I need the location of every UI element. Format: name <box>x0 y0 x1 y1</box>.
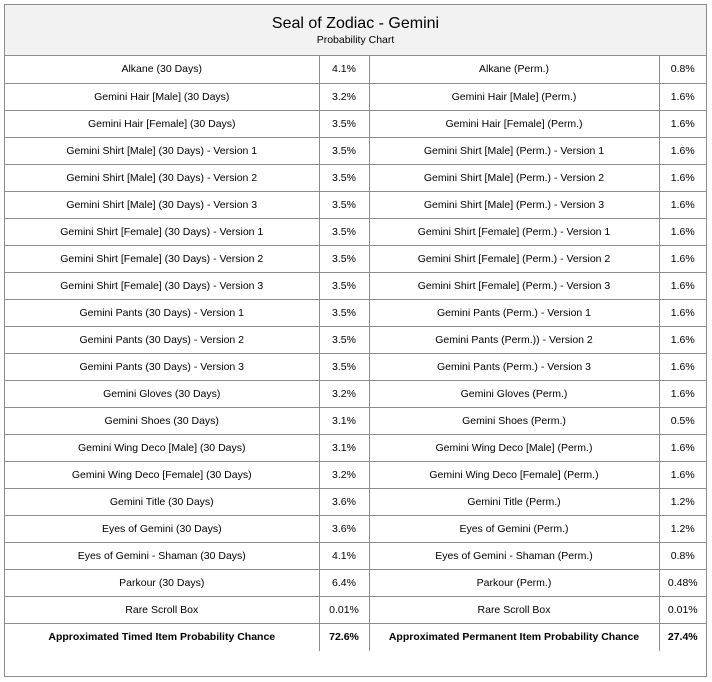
perm-item-chance: 1.6% <box>659 110 706 137</box>
perm-item-name: Eyes of Gemini - Shaman (Perm.) <box>369 542 659 569</box>
chart-title: Seal of Zodiac - Gemini <box>271 14 440 32</box>
timed-item-name: Gemini Pants (30 Days) - Version 3 <box>5 353 319 380</box>
table-row <box>5 110 706 137</box>
timed-item-chance: 4.1% <box>319 542 369 569</box>
timed-item-name: Gemini Shirt [Male] (30 Days) - Version 2 <box>5 164 319 191</box>
probability-sheet <box>4 4 707 677</box>
timed-item-chance: 3.5% <box>319 218 369 245</box>
table-row <box>5 353 706 380</box>
timed-item-name: Gemini Pants (30 Days) - Version 2 <box>5 326 319 353</box>
perm-item-name: Parkour (Perm.) <box>369 569 659 596</box>
timed-item-name: Alkane (30 Days) <box>5 56 319 83</box>
perm-item-chance: 1.2% <box>659 515 706 542</box>
timed-item-name: Gemini Shirt [Female] (30 Days) - Version 1 <box>5 218 319 245</box>
timed-item-chance: 3.5% <box>319 164 369 191</box>
perm-item-chance: 1.6% <box>659 299 706 326</box>
perm-item-chance: 1.6% <box>659 272 706 299</box>
perm-item-chance: 1.6% <box>659 191 706 218</box>
table-row <box>5 218 706 245</box>
perm-item-chance: 1.6% <box>659 461 706 488</box>
timed-item-chance: 3.5% <box>319 299 369 326</box>
table-row <box>5 191 706 218</box>
table-row <box>5 56 706 83</box>
timed-item-name: Gemini Shirt [Female] (30 Days) - Version 2 <box>5 245 319 272</box>
title-block <box>5 5 706 56</box>
timed-total-value: 72.6% <box>319 623 369 651</box>
timed-item-chance: 3.5% <box>319 191 369 218</box>
perm-item-chance: 1.2% <box>659 488 706 515</box>
perm-item-chance: 0.01% <box>659 596 706 623</box>
timed-item-chance: 3.6% <box>319 515 369 542</box>
perm-item-name: Gemini Hair [Male] (Perm.) <box>369 83 659 110</box>
perm-item-name: Gemini Shirt [Female] (Perm.) - Version 2 <box>369 245 659 272</box>
table-row <box>5 569 706 596</box>
probability-table <box>5 56 706 651</box>
perm-item-name: Eyes of Gemini (Perm.) <box>369 515 659 542</box>
timed-item-chance: 3.2% <box>319 83 369 110</box>
perm-item-name: Gemini Title (Perm.) <box>369 488 659 515</box>
perm-item-chance: 1.6% <box>659 326 706 353</box>
table-row <box>5 245 706 272</box>
perm-item-name: Gemini Shirt [Female] (Perm.) - Version 3 <box>369 272 659 299</box>
timed-item-chance: 3.5% <box>319 245 369 272</box>
perm-item-name: Gemini Wing Deco [Female] (Perm.) <box>369 461 659 488</box>
timed-item-chance: 3.1% <box>319 434 369 461</box>
perm-item-name: Gemini Pants (Perm.)) - Version 2 <box>369 326 659 353</box>
chart-subtitle: Probability Chart <box>316 33 395 46</box>
perm-item-name: Gemini Shirt [Male] (Perm.) - Version 1 <box>369 137 659 164</box>
timed-item-name: Gemini Hair [Male] (30 Days) <box>5 83 319 110</box>
perm-item-chance: 1.6% <box>659 380 706 407</box>
table-row <box>5 488 706 515</box>
timed-item-name: Gemini Title (30 Days) <box>5 488 319 515</box>
timed-item-chance: 0.01% <box>319 596 369 623</box>
timed-item-name: Gemini Shirt [Female] (30 Days) - Version 3 <box>5 272 319 299</box>
probability-table-body <box>5 56 706 651</box>
perm-item-chance: 0.8% <box>659 542 706 569</box>
timed-item-chance: 3.5% <box>319 272 369 299</box>
perm-item-name: Gemini Pants (Perm.) - Version 3 <box>369 353 659 380</box>
timed-item-chance: 3.6% <box>319 488 369 515</box>
timed-item-name: Gemini Shoes (30 Days) <box>5 407 319 434</box>
timed-item-chance: 4.1% <box>319 56 369 83</box>
table-row <box>5 137 706 164</box>
timed-item-name: Gemini Shirt [Male] (30 Days) - Version 1 <box>5 137 319 164</box>
perm-item-chance: 0.48% <box>659 569 706 596</box>
timed-item-chance: 3.2% <box>319 380 369 407</box>
table-row <box>5 380 706 407</box>
timed-item-chance: 3.2% <box>319 461 369 488</box>
timed-item-name: Eyes of Gemini (30 Days) <box>5 515 319 542</box>
timed-item-chance: 3.1% <box>319 407 369 434</box>
perm-item-name: Alkane (Perm.) <box>369 56 659 83</box>
perm-item-name: Rare Scroll Box <box>369 596 659 623</box>
table-row <box>5 461 706 488</box>
perm-item-name: Gemini Shoes (Perm.) <box>369 407 659 434</box>
table-row <box>5 299 706 326</box>
table-row <box>5 83 706 110</box>
timed-item-name: Gemini Wing Deco [Female] (30 Days) <box>5 461 319 488</box>
timed-item-name: Rare Scroll Box <box>5 596 319 623</box>
timed-item-chance: 3.5% <box>319 110 369 137</box>
perm-item-chance: 1.6% <box>659 137 706 164</box>
table-row <box>5 542 706 569</box>
table-row <box>5 515 706 542</box>
perm-item-name: Gemini Pants (Perm.) - Version 1 <box>369 299 659 326</box>
perm-item-name: Gemini Hair [Female] (Perm.) <box>369 110 659 137</box>
perm-item-chance: 1.6% <box>659 164 706 191</box>
timed-item-name: Gemini Hair [Female] (30 Days) <box>5 110 319 137</box>
table-row <box>5 326 706 353</box>
timed-item-name: Eyes of Gemini - Shaman (30 Days) <box>5 542 319 569</box>
timed-item-chance: 3.5% <box>319 353 369 380</box>
timed-item-name: Gemini Pants (30 Days) - Version 1 <box>5 299 319 326</box>
perm-item-chance: 1.6% <box>659 353 706 380</box>
table-row <box>5 164 706 191</box>
table-row <box>5 434 706 461</box>
timed-item-name: Gemini Gloves (30 Days) <box>5 380 319 407</box>
perm-item-chance: 1.6% <box>659 245 706 272</box>
perm-item-name: Gemini Wing Deco [Male] (Perm.) <box>369 434 659 461</box>
table-row <box>5 272 706 299</box>
table-row <box>5 407 706 434</box>
perm-item-chance: 0.5% <box>659 407 706 434</box>
perm-item-chance: 1.6% <box>659 218 706 245</box>
perm-item-name: Gemini Shirt [Male] (Perm.) - Version 3 <box>369 191 659 218</box>
perm-item-name: Gemini Shirt [Female] (Perm.) - Version 1 <box>369 218 659 245</box>
timed-item-name: Parkour (30 Days) <box>5 569 319 596</box>
totals-row <box>5 623 706 651</box>
perm-total-value: 27.4% <box>667 631 698 644</box>
timed-item-name: Gemini Shirt [Male] (30 Days) - Version 3 <box>5 191 319 218</box>
table-row <box>5 596 706 623</box>
timed-total-label: Approximated Timed Item Probability Chance <box>5 623 319 651</box>
perm-item-name: Gemini Gloves (Perm.) <box>369 380 659 407</box>
perm-item-chance: 0.8% <box>659 56 706 83</box>
perm-item-name: Gemini Shirt [Male] (Perm.) - Version 2 <box>369 164 659 191</box>
timed-item-name: Gemini Wing Deco [Male] (30 Days) <box>5 434 319 461</box>
timed-item-chance: 3.5% <box>319 326 369 353</box>
perm-item-chance: 1.6% <box>659 83 706 110</box>
perm-total-label: Approximated Permanent Item Probability Chance <box>369 623 659 651</box>
timed-item-chance: 3.5% <box>319 137 369 164</box>
perm-item-chance: 1.6% <box>659 434 706 461</box>
timed-item-chance: 6.4% <box>319 569 369 596</box>
